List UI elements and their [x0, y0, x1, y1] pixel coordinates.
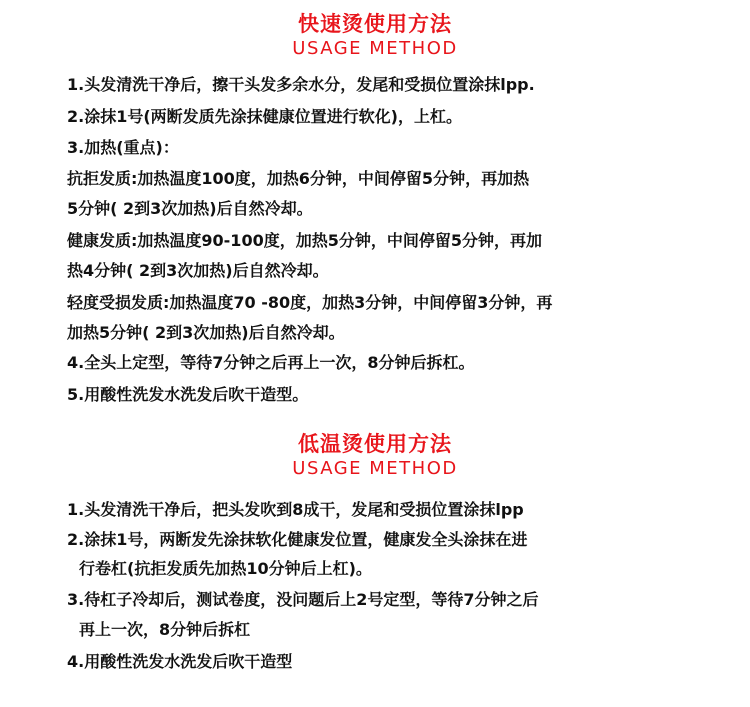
instruction-line: 2.涂抹1号，两断发先涂抹软化健康发位置，健康发全头涂抹在进 [67, 530, 528, 549]
instruction-line: 3.加热(重点)： [67, 138, 179, 157]
instruction-line: 1.头发清洗干净后，擦干头发多余水分，发尾和受损位置涂抹lpp. [67, 75, 535, 94]
quick-perm-section [0, 10, 750, 404]
instruction-line: 行卷杠(抗拒发质先加热10分钟后上杠)。 [79, 559, 372, 578]
instruction-line: 5分钟( 2到3次加热)后自然冷却。 [67, 199, 313, 218]
instruction-line: 3.待杠子冷却后，测试卷度，没问题后上2号定型，等待7分钟之后 [67, 590, 539, 609]
instruction-line: 再上一次，8分钟后拆杠 [79, 620, 251, 639]
quick-perm-title: 快速烫使用方法 [298, 12, 452, 36]
instruction-line: 1.头发清洗干净后，把头发吹到8成干，发尾和受损位置涂抹lpp [67, 500, 524, 519]
low-temp-perm-title: 低温烫使用方法 [298, 432, 452, 456]
instruction-line: 5.用酸性洗发水洗发后吹干造型。 [67, 385, 309, 404]
quick-perm-subtitle: USAGE METHOD [292, 38, 458, 59]
instruction-line: 抗拒发质:加热温度100度，加热6分钟，中间停留5分钟，再加热 [67, 169, 530, 188]
instruction-line: 4.用酸性洗发水洗发后吹干造型 [67, 652, 293, 671]
low-temp-perm-subtitle: USAGE METHOD [292, 458, 458, 479]
instruction-line: 轻度受损发质:加热温度70 -80度，加热3分钟，中间停留3分钟，再 [67, 293, 553, 312]
low-temp-perm-section [0, 430, 750, 671]
instruction-line: 4.全头上定型，等待7分钟之后再上一次，8分钟后拆杠。 [67, 353, 475, 372]
instruction-line: 2.涂抹1号(两断发质先涂抹健康位置进行软化)，上杠。 [67, 107, 462, 126]
instruction-line: 热4分钟( 2到3次加热)后自然冷却。 [67, 261, 329, 280]
instruction-line: 加热5分钟( 2到3次加热)后自然冷却。 [67, 323, 345, 342]
instruction-line: 健康发质:加热温度90-100度，加热5分钟，中间停留5分钟，再加 [67, 231, 542, 250]
